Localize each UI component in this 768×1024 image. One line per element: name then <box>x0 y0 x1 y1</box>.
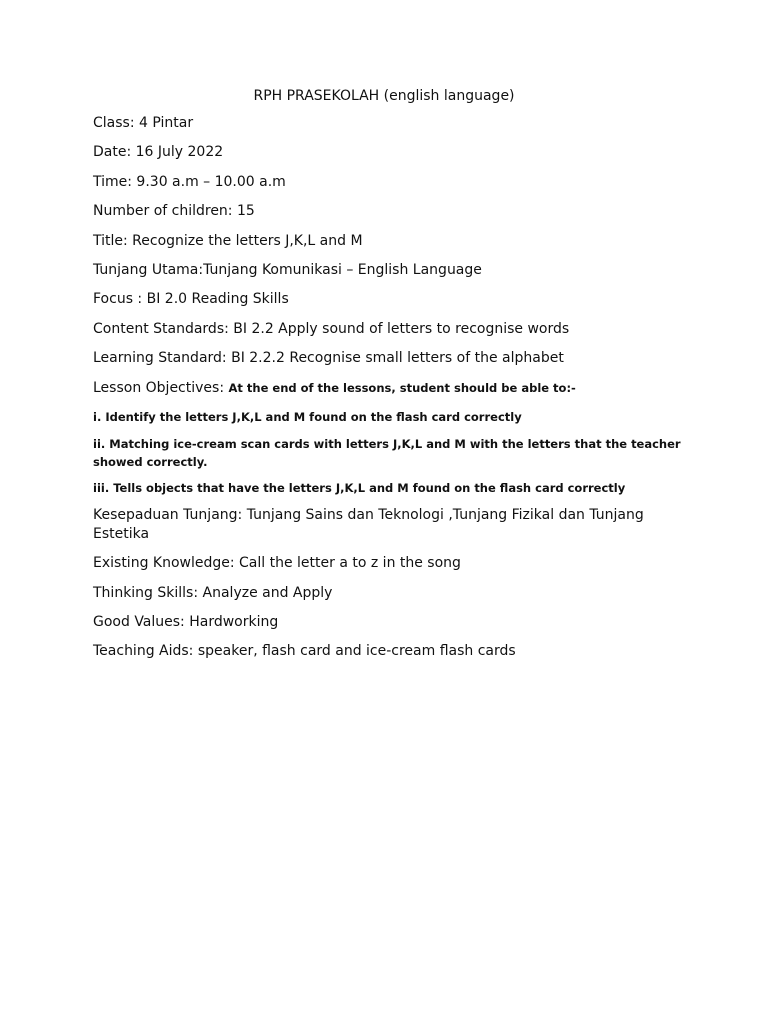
lesson-objectives-line <box>93 379 693 398</box>
learning-standard-line: Learning Standard: BI 2.2.2 Recognise small letters of the alphabet <box>93 350 564 367</box>
thinking-skills-line: Thinking Skills: Analyze and Apply <box>93 584 333 601</box>
document-body <box>93 114 693 672</box>
kesepaduan-tunjang-line: Kesepaduan Tunjang: Tunjang Sains dan Teknologi ,Tunjang Fizikal dan Tunjang Estetika <box>93 506 644 542</box>
objective-2: ii. Matching ice-cream scan cards with letters J,K,L and M with the letters that the teacher showed correctly. <box>93 436 681 469</box>
tunjang-utama-line: Tunjang Utama:Tunjang Komunikasi – English Language <box>93 261 482 278</box>
content-standards-line: Content Standards: BI 2.2 Apply sound of letters to recognise words <box>93 320 570 337</box>
objective-1: i. Identify the letters J,K,L and M found on the flash card correctly <box>93 409 522 424</box>
children-count-line: Number of children: 15 <box>93 203 255 220</box>
existing-knowledge-line: Existing Knowledge: Call the letter a to z in the song <box>93 555 461 572</box>
teaching-aids-line: Teaching Aids: speaker, flash card and ice-cream flash cards <box>93 643 516 660</box>
lesson-objectives-label: Lesson Objectives: <box>93 379 225 396</box>
lesson-objectives-intro: At the end of the lessons, student should be able to:- <box>228 380 576 395</box>
objective-3: iii. Tells objects that have the letters J,K,L and M found on the flash card correctly <box>93 480 626 495</box>
good-values-line: Good Values: Hardworking <box>93 614 279 631</box>
focus-line: Focus : BI 2.0 Reading Skills <box>93 291 289 308</box>
time-line: Time: 9.30 a.m – 10.00 a.m <box>93 173 286 190</box>
lesson-title-line: Title: Recognize the letters J,K,L and M <box>93 232 363 249</box>
date-line: Date: 16 July 2022 <box>93 144 224 161</box>
document-title: RPH PRASEKOLAH (english language) <box>253 88 515 104</box>
class-line: Class: 4 Pintar <box>93 115 194 131</box>
